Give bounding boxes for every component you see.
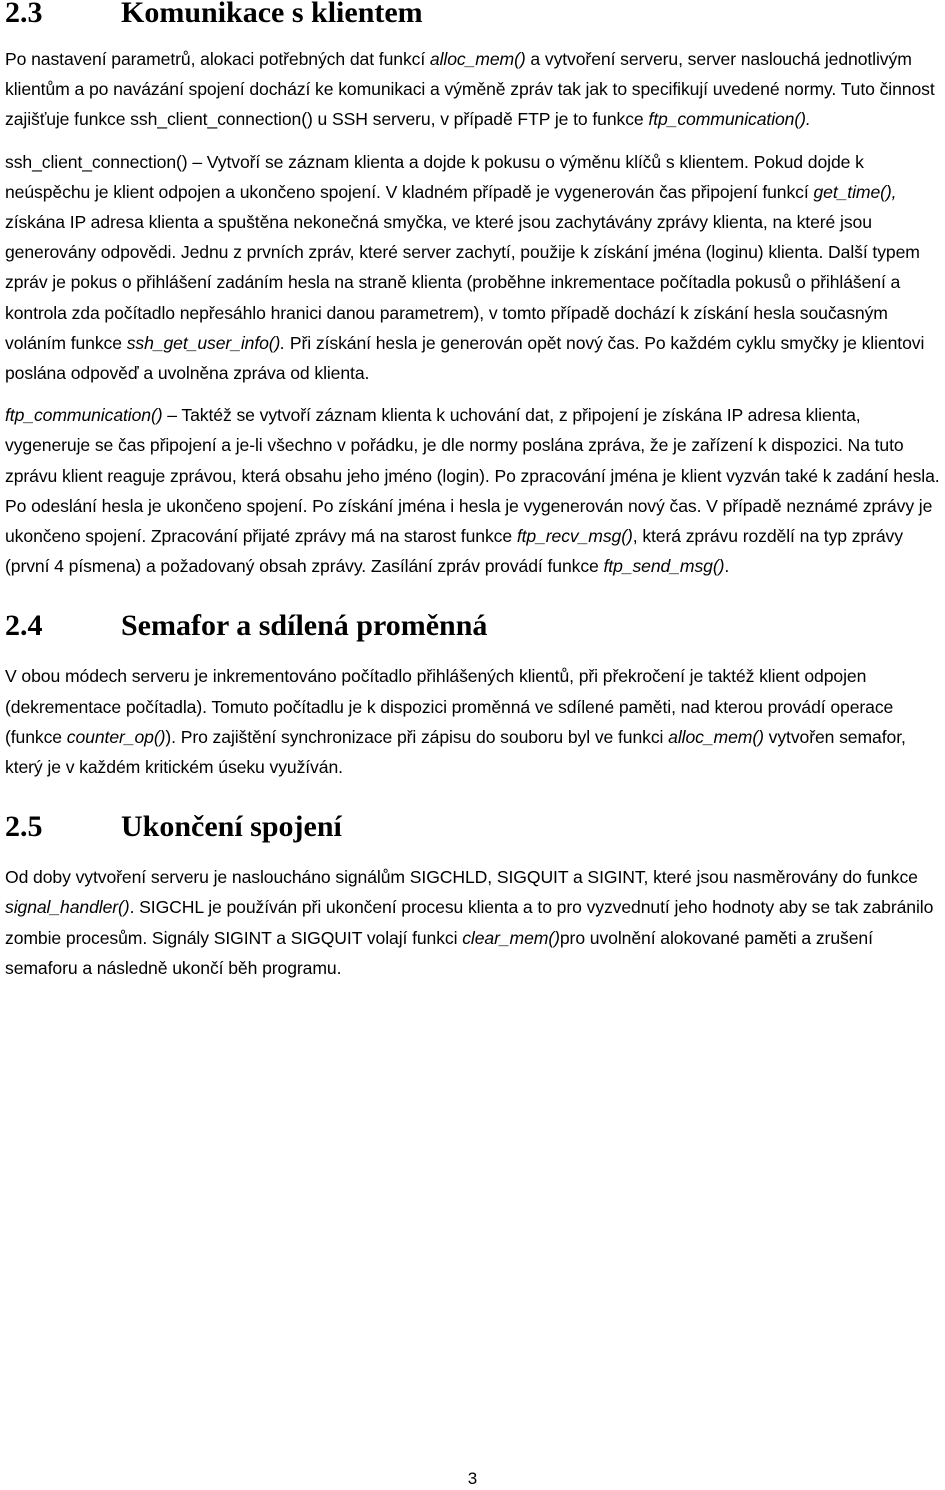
function-name: signal_handler(): [5, 897, 130, 918]
paragraph-text: , která zprávu rozdělí na typ zprávy (první 4 písmena) a požadovaný obsah zprávy. Zasílání zpráv provádí funkce: [5, 526, 903, 577]
paragraph-text: Po nastavení parametrů, alokaci potřebných dat funkcí: [5, 49, 430, 69]
paragraph: [5, 44, 940, 135]
function-name: ssh_get_user_info().: [126, 332, 286, 353]
paragraph-text: získána IP adresa klienta a spuštěna nekonečná smyčka, ve které jsou zachytávány zprávy klienta, na které jsou generovány odpovědi. Jednu z prvních zpráv, které server zachytí, použije k získání jména (loginu) klienta. Další typem zpráv je pokus o přihlášení zadáním hesla na straně klienta (proběhne inkrementace počítadla pokusů o přihlášení a kontrola zda počítadlo nepřesáhlo hranici danou parametrem), v tomto případě dochází k získání hesla současným voláním funkce: [5, 212, 920, 353]
paragraph-text: pro uvolnění alokované paměti a zrušení semaforu a následně ukončí běh programu.: [5, 927, 873, 978]
paragraph-text: Při získání hesla je generován opět nový čas. Po každém cyklu smyčky je klientovi poslána odpověď a uvolněna zpráva od klienta.: [5, 332, 925, 384]
function-name: ftp_send_msg(): [603, 556, 725, 577]
section-heading-2-3: [5, 0, 940, 28]
paragraph-text: V obou módech serveru je inkrementováno počítadlo přihlášených klientů, při překročení je taktéž klient odpojen (dekrementace počítadla). Tomuto počítadlu je k dispozici proměnná ve sdílené paměti, nad kterou provádí operace (funkce: [5, 666, 894, 747]
section-title: Komunikace s klientem: [121, 0, 423, 29]
paragraph-text: a vytvoření serveru, server naslouchá jednotlivým klientům a po navázání spojení dochází ke komunikaci a výměně zpráv tak jak to specifikují uvedené normy. Tuto činnost zajišťuje funkce ssh_client_connection() u SSH serveru, v případě FTP je to funkce: [5, 49, 935, 130]
section-heading-2-5: [5, 812, 940, 842]
paragraph-text: .: [724, 556, 730, 577]
section-number: 2.5: [5, 810, 43, 844]
paragraph-text: ). Pro zajištění synchronizace při zápisu do souboru byl ve funkci: [165, 726, 669, 747]
paragraph-text: . SIGCHL je používán při ukončení procesu klienta a to pro vyzvednutí jeho hodnoty aby se tak zabránilo zombie procesům. Signály SIGINT a SIGQUIT volají funkci: [5, 897, 934, 948]
function-name: ftp_communication().: [648, 109, 811, 130]
paragraph: [5, 147, 940, 389]
function-name: clear_mem(): [462, 927, 560, 948]
function-name: ftp_communication(): [5, 405, 163, 426]
function-name: counter_op(): [66, 726, 166, 747]
paragraph-text: – Taktéž se vytvoří záznam klienta k uchování dat, z připojení je získána IP adresa klienta, vygeneruje se čas připojení a je-li všechno v pořádku, je dle normy poslána zpráva, že je zařízení k dispozici. Na tuto zprávu klient reaguje zprávou, která obsahu jeho jméno (login). Po zpracování jména je klient vyzván také k zadání hesla. Po odeslání hesla je ukončeno spojení. Po získání jména i hesla je vygenerován nový čas. V případě neznámé zprávy je ukončeno spojení. Zpracování přijaté zprávy má na starost funkce: [5, 405, 940, 547]
section-number: 2.4: [5, 609, 43, 643]
paragraph-text: Od doby vytvoření serveru je nasloucháno signálům SIGCHLD, SIGQUIT a SIGINT, které jsou nasměrovány do funkce: [5, 867, 918, 888]
document-page: [5, 0, 940, 983]
section-title: Ukončení spojení: [121, 810, 342, 844]
section-number: 2.3: [5, 0, 43, 29]
paragraph-text: ssh_client_connection() – Vytvoří se záznam klienta a dojde k pokusu o výměnu klíčů s klientem. Pokud dojde k neúspěchu je klient odpojen a ukončeno spojení. V kladném případě je vygenerován čas připojení funkcí: [5, 151, 864, 202]
function-name: get_time(),: [813, 181, 897, 202]
function-name: alloc_mem(): [429, 49, 526, 69]
function-name: ftp_recv_msg(): [516, 526, 633, 547]
paragraph: [5, 862, 940, 983]
function-name: alloc_mem(): [668, 726, 764, 747]
paragraph: [5, 661, 940, 782]
page-number: 3: [467, 1469, 478, 1488]
section-heading-2-4: [5, 611, 940, 641]
paragraph: [5, 400, 940, 581]
paragraph-text: vytvořen semafor, který je v každém kritickém úseku využíván.: [5, 726, 906, 778]
section-title: Semafor a sdílená proměnná: [121, 609, 488, 643]
